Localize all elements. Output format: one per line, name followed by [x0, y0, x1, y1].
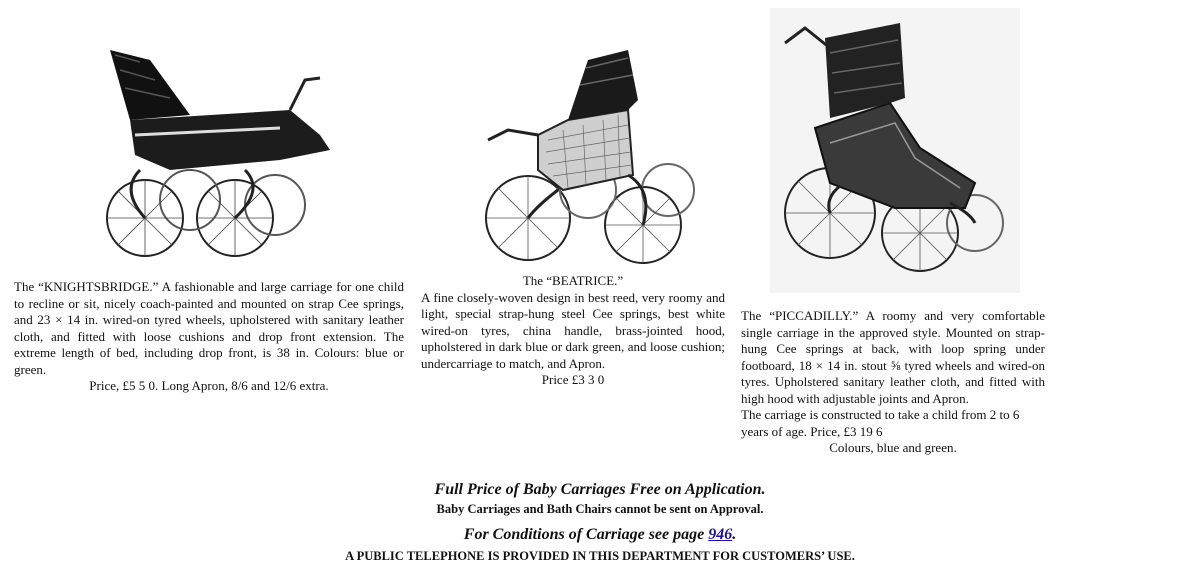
- knightsbridge-price: Price, £5 5 0. Long Apron, 8/6 and 12/6 extra.: [89, 378, 329, 393]
- conditions-notice: [0, 526, 1200, 544]
- full-price-notice: [0, 481, 1200, 499]
- full-price-text: Full Price of Baby Carriages Free on Application.: [434, 481, 766, 498]
- beatrice-description: A fine closely-woven design in best reed, very roomy and light, special strap-hung steel Cee springs, best white wired-on tyres, china handle, brass-jointed hood, upholstered in dark blue or dark green, and loose cushion; undercarriage to match, and Apron.: [421, 289, 725, 371]
- knightsbridge-description: The “KNIGHTSBRIDGE.” A fashionable and large carriage for one child to recline or sit, nicely coach-painted and mounted on strap Cee springs, and 23 × 14 in. wired-on tyred wheels, upholstered with sanitary leather cloth, and fitted with loose cushions and drop front extension. The extreme length of bed, including drop front, is 38 in. Colours: blue or green.: [14, 279, 404, 377]
- beatrice-title: The “BEATRICE.”: [522, 273, 624, 288]
- beatrice-illustration: [468, 40, 708, 265]
- knightsbridge-illustration: [80, 40, 340, 260]
- conditions-prefix: For Conditions of Carriage see page: [463, 526, 709, 543]
- page-946-link[interactable]: 946: [708, 526, 733, 543]
- beatrice-pram-drawing: [468, 40, 708, 265]
- approval-notice: [0, 502, 1200, 517]
- piccadilly-colours: Colours, blue and green.: [829, 440, 957, 455]
- piccadilly-pram-drawing: [770, 8, 1020, 293]
- piccadilly-illustration: [770, 8, 1020, 293]
- approval-text: Baby Carriages and Bath Chairs cannot be sent on Approval.: [436, 502, 764, 516]
- telephone-notice: [0, 549, 1200, 564]
- piccadilly-caption: [741, 308, 1045, 457]
- telephone-text: A PUBLIC TELEPHONE IS PROVIDED IN THIS DEPARTMENT FOR CUSTOMERS’ USE.: [345, 549, 855, 563]
- beatrice-caption: [421, 273, 725, 389]
- beatrice-price: Price £3 3 0: [541, 372, 605, 387]
- piccadilly-description: The “PICCADILLY.” A roomy and very comfortable single carriage in the approved style. Mounted on strap-hung Cee springs at back, with loop spring under footboard, 18 × 14 in. stout ⅝ tyred wheels and wired-on tyres. Upholstered sanitary leather cloth, and fitted with high hood with adjustable joints and Apron.: [741, 308, 1045, 406]
- piccadilly-note: The carriage is constructed to take a child from 2 to 6 years of age. Price, £3 19 6: [741, 407, 1020, 439]
- conditions-suffix: .: [732, 526, 737, 543]
- knightsbridge-pram-drawing: [80, 40, 340, 260]
- knightsbridge-caption: [14, 279, 404, 395]
